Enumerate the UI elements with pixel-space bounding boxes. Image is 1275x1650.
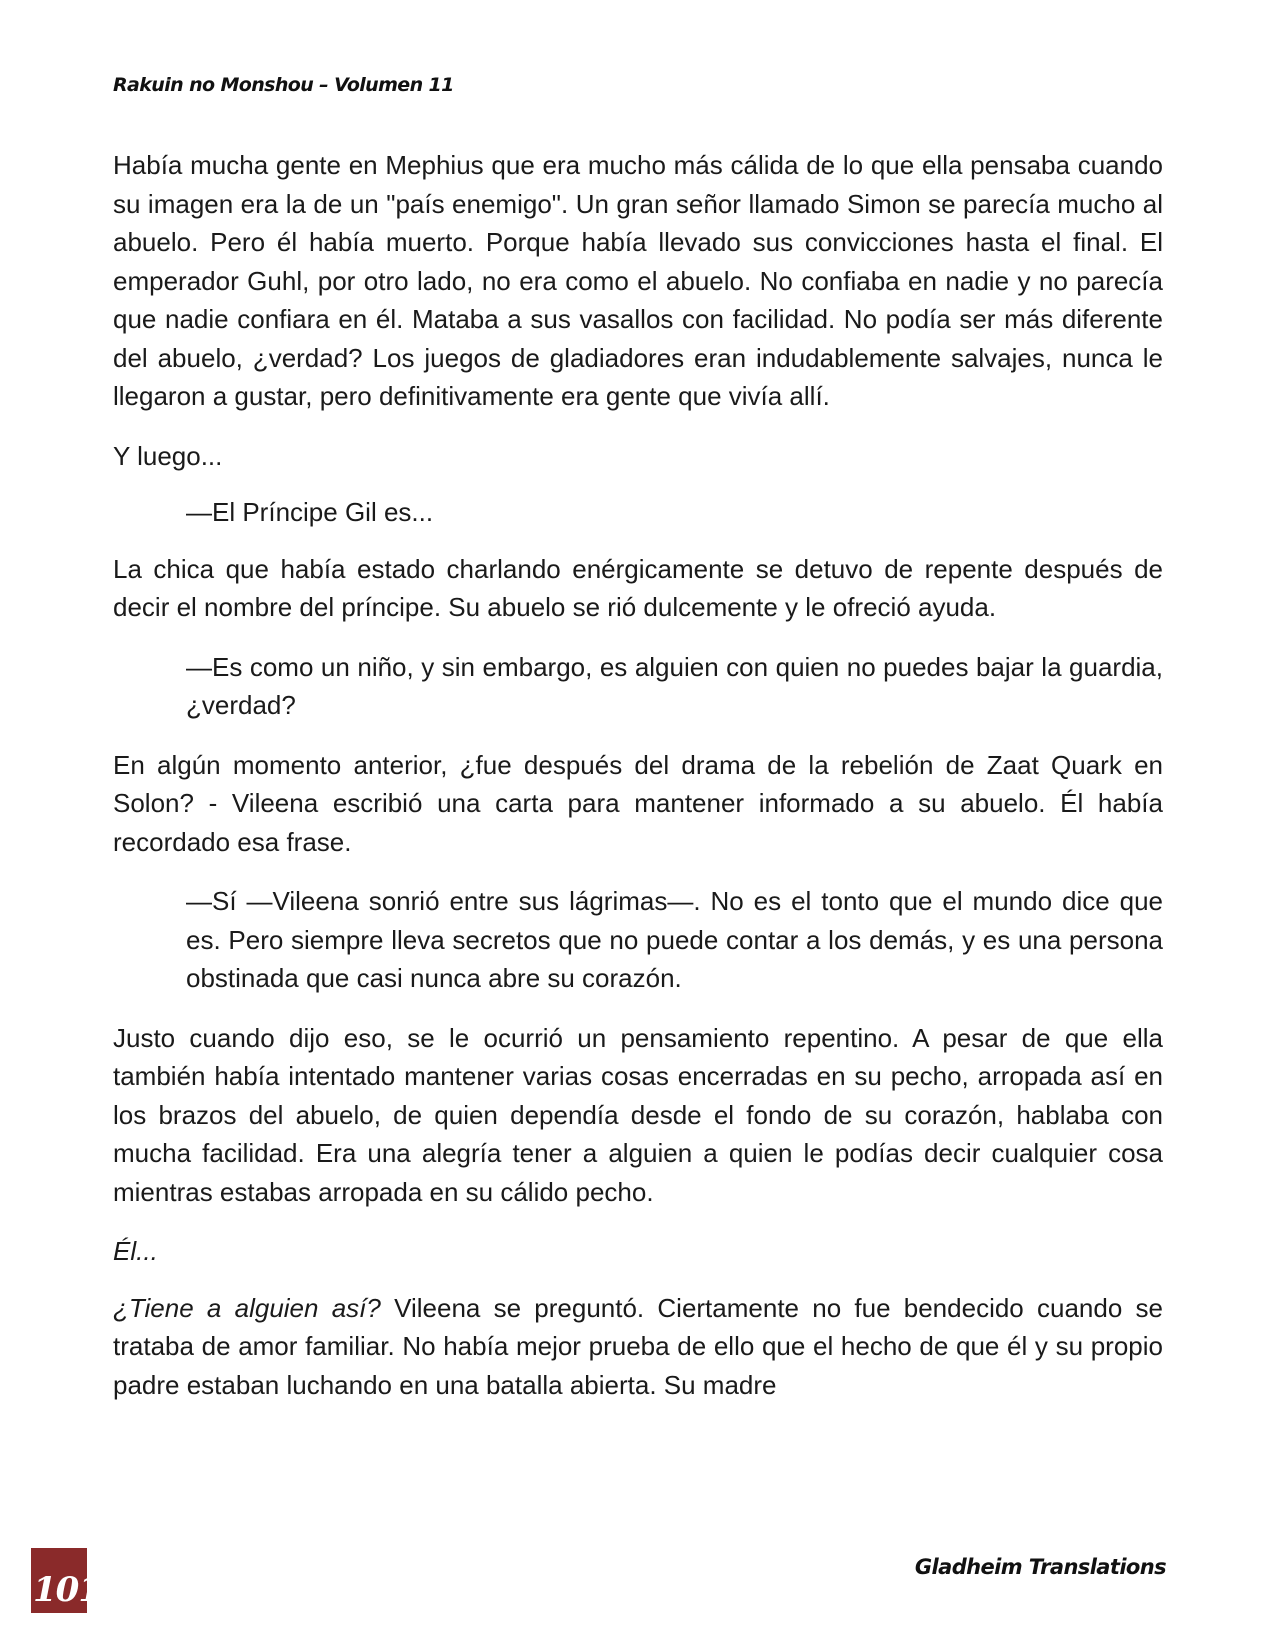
paragraph <box>113 1289 1163 1405</box>
italic-thought-paragraph: Él... <box>113 1236 158 1266</box>
paragraph: En algún momento anterior, ¿fue después del drama de la rebelión de Zaat Quark en Solon? - Vileena escribió una carta para mantener informado a su abuelo. Él había recordado esa frase. <box>113 749 1163 857</box>
paragraph: Había mucha gente en Mephius que era mucho más cálida de lo que ella pensaba cuando su imagen era la de un "país enemigo". Un gran señor llamado Simon se parecía mucho al abuelo. Pero él había muerto. Porque había llevado sus convicciones hasta el final. El emperador Guhl, por otro lado, no era como el abuelo. No confiaba en nadie y no parecía que nadie confiara en él. Mataba a sus vasallos con facilidad. No podía ser más diferente del abuelo, ¿verdad? Los juegos de gladiadores eran indudablemente salvajes, nunca le llegaron a gustar, pero definitivamente era gente que vivía allí. <box>113 150 1163 411</box>
page-number: 101 <box>33 1570 101 1610</box>
page-number-clip <box>31 1548 101 1628</box>
dialogue-paragraph: —El Príncipe Gil es... <box>186 497 434 527</box>
paragraph: Justo cuando dijo eso, se le ocurrió un pensamiento repentino. A pesar de que ella también había intentado mantener varias cosas encerradas en su pecho, arropada así en los brazos del abuelo, de quien dependía desde el fondo de su corazón, hablaba con mucha facilidad. Era una alegría tener a alguien a quien le podías decir cualquier cosa mientras estabas arropada en su cálido pecho. <box>113 1022 1163 1207</box>
paragraph: La chica que había estado charlando enérgicamente se detuvo de repente después de decir el nombre del príncipe. Su abuelo se rió dulcemente y le ofreció ayuda. <box>113 553 1163 622</box>
dialogue-paragraph: —Es como un niño, y sin embargo, es alguien con quien no puedes bajar la guardia, ¿verdad? <box>186 651 1163 720</box>
document-body <box>113 146 1163 1425</box>
italic-thought: ¿Tiene a alguien así? <box>113 1292 381 1323</box>
paragraph-text: Vileena se preguntó. Ciertamente no fue bendecido cuando se trataba de amor familiar. No había mejor prueba de ello que el hecho de que él y su propio padre estaban luchando en una batalla abierta. Su madre <box>113 1292 1163 1400</box>
paragraph: Y luego... <box>113 440 223 471</box>
footer-credit: Gladheim Translations <box>914 1555 1166 1579</box>
running-header: Rakuin no Monshou – Volumen 11 <box>113 74 454 96</box>
dialogue-paragraph: —Sí —Vileena sonrió entre sus lágrimas—. No es el tonto que el mundo dice que es. Pero siempre lleva secretos que no puede contar a los demás, y es una persona obstinada que casi nunca abre su corazón. <box>186 886 1163 993</box>
